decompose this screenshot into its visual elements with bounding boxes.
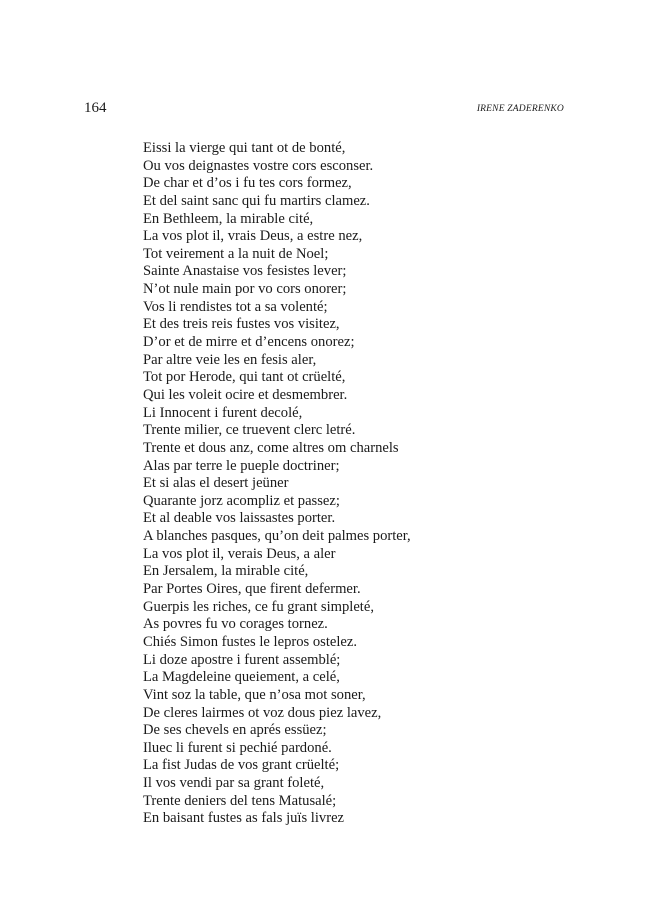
poem-line: Et al deable vos laissastes porter. — [143, 510, 336, 527]
poem-line: Trente milier, ce truevent clerc letré. — [143, 422, 356, 439]
poem-line: De cleres lairmes ot voz dous piez lavez, — [143, 704, 382, 721]
poem-line: Vos li rendistes tot a sa volenté; — [143, 298, 328, 315]
poem-line: Il vos vendi par sa grant foleté, — [143, 775, 325, 792]
poem-line: Sainte Anastaise vos fesistes lever; — [143, 263, 347, 280]
poem-line: Li doze apostre i furent assemblé; — [143, 651, 341, 668]
poem-line: Tot veirement a la nuit de Noel; — [143, 245, 329, 262]
poem-line: Trente deniers del tens Matusalé; — [143, 792, 337, 809]
poem-line: De char et d’os i fu tes cors formez, — [143, 175, 352, 192]
poem-line: Quarante jorz acompliz et passez; — [143, 492, 340, 509]
poem-line: N’ot nule main por vo cors onorer; — [143, 281, 347, 298]
poem-line: De ses chevels en aprés essüez; — [143, 722, 327, 739]
poem-line: La vos plot il, verais Deus, a aler — [143, 545, 336, 562]
poem-line: La Magdeleine queiement, a celé, — [143, 669, 340, 686]
poem-line: La fist Judas de vos grant crüelté; — [143, 757, 340, 774]
poem-line: Et del saint sanc qui fu martirs clamez. — [143, 192, 370, 209]
poem-line: Chiés Simon fustes le lepros ostelez. — [143, 633, 358, 650]
poem-line: La vos plot il, vrais Deus, a estre nez, — [143, 228, 363, 245]
poem-line: As povres fu vo corages tornez. — [143, 616, 328, 633]
poem-line: Eissi la vierge qui tant ot de bonté, — [143, 140, 346, 156]
poem-line: Guerpis les riches, ce fu grant simpleté, — [143, 598, 374, 615]
poem-line: En Bethleem, la mirable cité, — [143, 210, 314, 227]
poem-line: Alas par terre le pueple doctriner; — [143, 457, 340, 474]
poem-line: Ou vos deignastes vostre cors esconser. — [143, 157, 374, 174]
poem-line: Vint soz la table, que n’osa mot soner, — [143, 686, 366, 703]
running-head: IRENE ZADERENKO — [476, 104, 564, 114]
poem-line: Par altre veie les en fesis aler, — [143, 351, 317, 368]
poem-line: Tot por Herode, qui tant ot crüelté, — [143, 369, 346, 386]
poem-line: En baisant fustes as fals juïs livrez — [143, 810, 345, 827]
poem-line: D’or et de mirre et d’encens onorez; — [143, 334, 355, 351]
poem-line: Qui les voleit ocire et desmembrer. — [143, 386, 348, 403]
poem-line: Et des treis reis fustes vos visitez, — [143, 316, 340, 333]
page-number: 164 — [84, 100, 107, 116]
poem-line: Iluec li furent si pechié pardoné. — [143, 739, 332, 756]
poem-line: A blanches pasques, qu’on deit palmes porter, — [143, 528, 411, 545]
poem-line: Et si alas el desert jeüner — [143, 475, 289, 492]
poem-line: Par Portes Oires, que firent defermer. — [143, 581, 361, 598]
poem-line: En Jersalem, la mirable cité, — [143, 563, 309, 580]
poem-line: Trente et dous anz, come altres om charnels — [143, 439, 399, 456]
poem-text — [143, 140, 583, 828]
poem-line: Li Innocent i furent decolé, — [143, 404, 303, 421]
